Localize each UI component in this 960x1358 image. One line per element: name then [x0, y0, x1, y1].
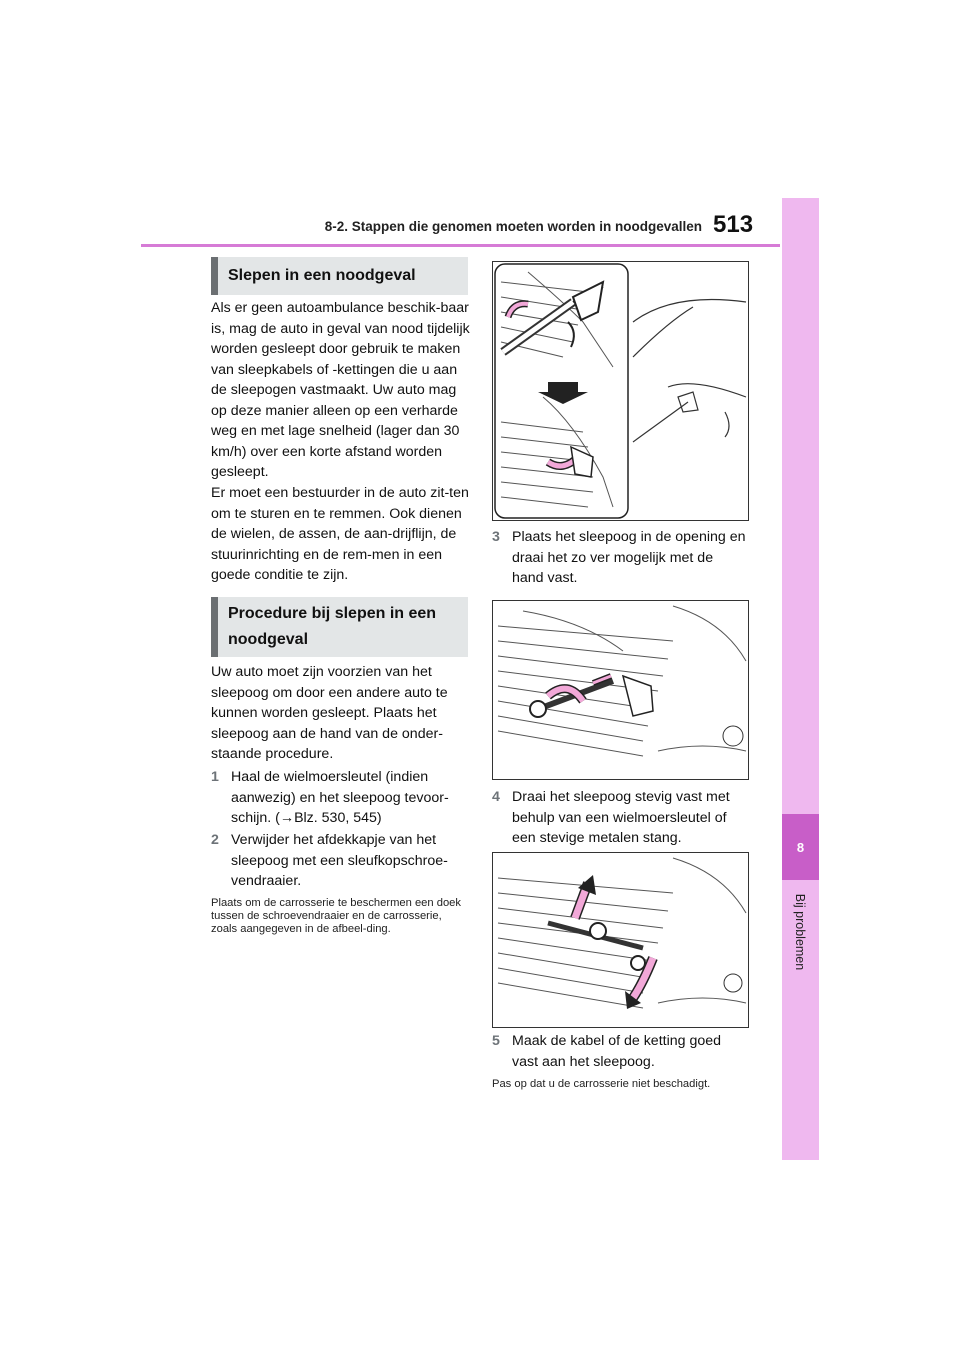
step-2: [211, 830, 467, 892]
section-heading-emergency-towing: Slepen in een noodgeval: [211, 257, 468, 295]
step-number: 2: [211, 832, 219, 848]
header-rule: [141, 244, 780, 247]
step-text: Plaats het sleepoog in de opening en draai het zo ver mogelijk met de hand vast.: [512, 529, 746, 586]
chapter-side-tab: [782, 198, 819, 1160]
step-4: [492, 787, 748, 849]
step-text: Haal de wielmoersleutel (indien aanwezig) en het sleepoog tevoor-schijn. (→Blz. 530, 545): [231, 769, 449, 826]
figure-tighten-towing-eye: [492, 852, 749, 1028]
chapter-title: Bij problemen: [793, 893, 807, 971]
step-number: 3: [492, 529, 500, 545]
towing-eye-tighten-illustration: [493, 853, 748, 1027]
figure-remove-cover: [492, 261, 749, 521]
step-number: 1: [211, 769, 219, 785]
intro-paragraph: Als er geen autoambulance beschik-baar is, mag de auto in geval van nood tijdelijk worden gesleept door gebruik te maken van sleepkabels of -kettingen die u aan de sleepogen vastmaakt. Uw auto mag op deze manier alleen op een verharde weg en met lage snelheid (lager dan 30 km/h) over een korte afstand worden gesleept.: [211, 300, 470, 480]
cover-removal-illustration: [493, 262, 748, 520]
page-number: 513: [713, 211, 754, 238]
step-number: 4: [492, 789, 500, 805]
section-heading-procedure: Procedure bij slepen in een noodgeval: [211, 597, 468, 657]
procedure-intro: Uw auto moet zijn voorzien van het sleepoog om door een andere auto te kunnen worden gesleept. Plaats het sleepoog aan de hand van de onder-staande procedure.: [211, 664, 448, 762]
step-1: [211, 767, 467, 829]
step-text: Maak de kabel of de ketting goed vast aan het sleepoog.: [512, 1033, 722, 1070]
driver-paragraph: Er moet een bestuurder in de auto zit-ten om te sturen en te remmen. Ook dienen de wielen, de assen, de aan-drijflijn, de stuurinrichting en de rem-men in een goede conditie te zijn.: [211, 485, 469, 583]
figure-insert-towing-eye: [492, 600, 749, 780]
step-2-note: Plaats om de carrosserie te beschermen een doek tussen de schroevendraaier en de carrosserie, zoals aangegeven in de afbeel-ding.: [211, 897, 461, 935]
step-3: [492, 527, 748, 589]
towing-eye-insert-illustration: [493, 601, 748, 779]
section-title: 8-2. Stappen die genomen moeten worden in noodgevallen: [324, 219, 702, 234]
chapter-number-badge: 8: [782, 814, 819, 880]
step-text: Verwijder het afdekkapje van het sleepoog met een sleufkopschroe-vendraaier.: [231, 832, 448, 889]
step-5: [492, 1031, 748, 1072]
step-text: Draai het sleepoog stevig vast met behulp van een wielmoersleutel of een stevige metalen stang.: [512, 789, 730, 846]
step-5-note: Pas op dat u de carrosserie niet beschadigt.: [492, 1078, 711, 1090]
step-number: 5: [492, 1033, 500, 1049]
